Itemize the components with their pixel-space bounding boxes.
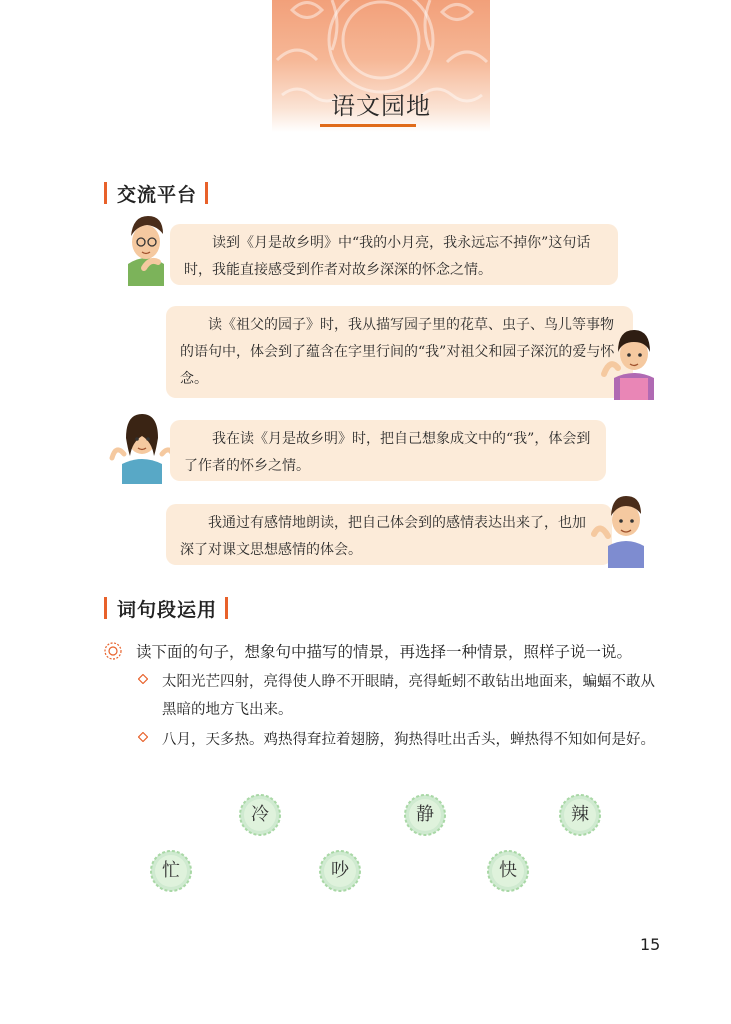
- section-title: 交流平台: [117, 183, 198, 206]
- speech-bubble-1: [170, 224, 618, 285]
- speech-bubble-3: [170, 420, 606, 481]
- section-bar-right: [205, 182, 208, 204]
- girl-illustration: [600, 322, 666, 400]
- word-badge: [319, 850, 361, 892]
- bubble-text: 读到《月是故乡明》中“我的小月亮，我永远忘不掉你”这句话时，我能直接感受到作者对故乡深深的怀念之情。: [184, 235, 591, 278]
- section-header-usage: [104, 596, 228, 620]
- word-text: 吵: [331, 860, 349, 881]
- diamond-bullet-icon: [138, 732, 148, 742]
- section-title: 词句段运用: [117, 598, 218, 621]
- word-text: 忙: [162, 860, 180, 881]
- bubble-text: 读《祖父的园子》时，我从描写园子里的花草、虫子、鸟儿等事物的语句中，体会到了蕴含在字里行间的“我”对祖父和园子深沉的爱与怀念。: [180, 317, 615, 387]
- section-bar-left: [104, 182, 107, 204]
- section-bar-right: [225, 597, 228, 619]
- page-title: 语文园地: [331, 92, 431, 120]
- header-banner: [272, 0, 490, 132]
- word-text: 静: [416, 804, 434, 825]
- page-number: 15: [640, 935, 661, 954]
- boy-illustration: [590, 490, 658, 568]
- instruction-text: 读下面的句子，想象句中描写的情景，再选择一种情景，照样子说一说。: [136, 643, 633, 661]
- example-text: 八月，天多热。鸡热得耷拉着翅膀，狗热得吐出舌头，蝉热得不知如何是好。: [162, 732, 655, 748]
- speech-bubble-2: [166, 306, 633, 398]
- exercise-number-icon: [104, 642, 122, 660]
- example-sentence-1: [138, 668, 668, 724]
- boy-glasses-illustration: [122, 212, 170, 286]
- diamond-bullet-icon: [138, 674, 148, 684]
- word-text: 快: [499, 860, 517, 881]
- section-header-exchange: [104, 181, 208, 205]
- bubble-text: 我通过有感情地朗读，把自己体会到的感情表达出来了，也加深了对课文思想感情的体会。: [180, 515, 586, 558]
- word-text: 辣: [571, 804, 589, 825]
- girl-short-hair-illustration: [108, 408, 178, 484]
- exercise-instruction: [104, 640, 684, 662]
- example-sentence-2: [138, 726, 668, 754]
- word-badge: [404, 794, 446, 836]
- word-badge: [239, 794, 281, 836]
- speech-bubble-4: [166, 504, 612, 565]
- word-badge: [487, 850, 529, 892]
- word-badge: [150, 850, 192, 892]
- bubble-text: 我在读《月是故乡明》时，把自己想象成文中的“我”，体会到了作者的怀乡之情。: [184, 431, 591, 474]
- word-badge: [559, 794, 601, 836]
- title-underline: [320, 124, 416, 127]
- word-text: 冷: [251, 804, 269, 825]
- example-text: 太阳光芒四射，亮得使人睁不开眼睛，亮得蚯蚓不敢钻出地面来，蝙蝠不敢从黑暗的地方飞出来。: [162, 674, 655, 718]
- section-bar-left: [104, 597, 107, 619]
